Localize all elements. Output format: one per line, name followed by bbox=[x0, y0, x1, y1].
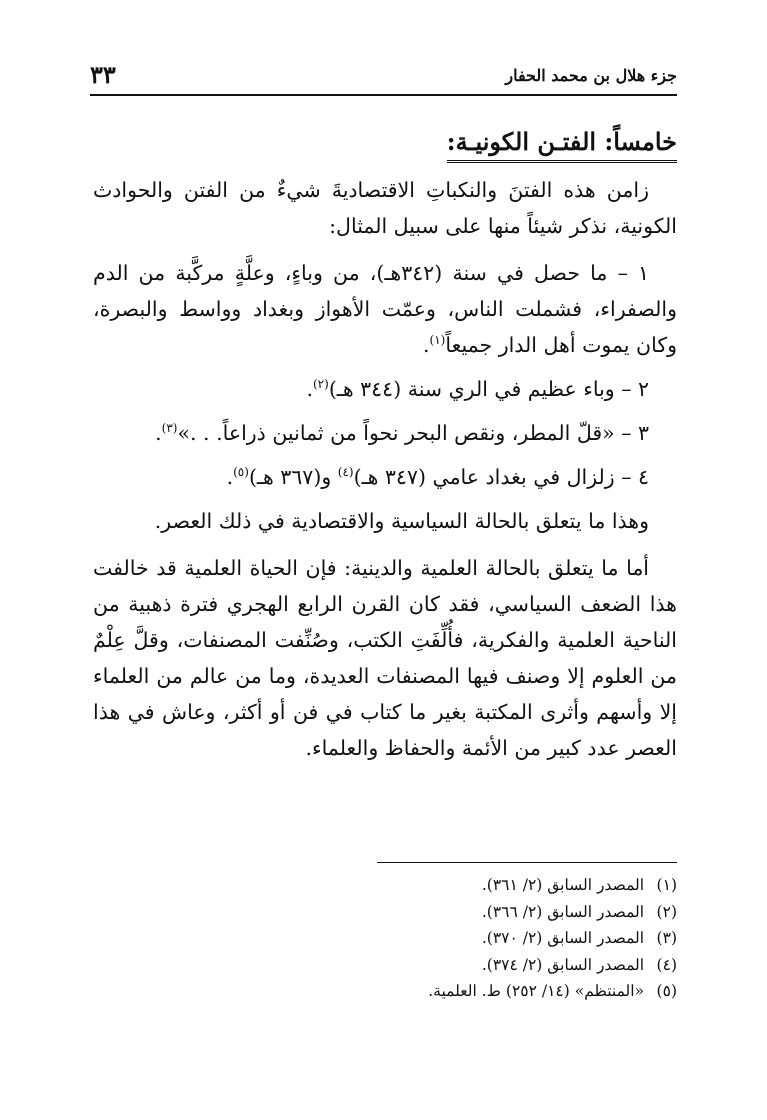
footnote-divider bbox=[377, 862, 677, 863]
list-item-1-end: . bbox=[422, 333, 430, 357]
list-item-2-end: . bbox=[306, 377, 313, 401]
running-header bbox=[90, 60, 677, 96]
footnote-text: «المنتظم» (١٤/ ٢٥٢) ط. العلمية. bbox=[428, 982, 645, 1000]
list-item-3-text: ٣ – «قلّ المطر، ونقص البحر نحواً من ثمانين ذراعاً. . .» bbox=[177, 421, 649, 445]
footnote-number: (٥) bbox=[656, 982, 677, 1000]
list-item-2 bbox=[93, 371, 677, 407]
footnote-number: (٤) bbox=[656, 955, 677, 974]
footnote-ref-3[interactable]: (٣) bbox=[161, 421, 178, 436]
list-item-4-text-a: ٤ – زلزال في بغداد عامي (٣٤٧ هـ) bbox=[353, 465, 649, 489]
page-number: ٣٣ bbox=[90, 60, 116, 89]
summary-paragraph: وهذا ما يتعلق بالحالة السياسية والاقتصادية في ذلك العصر. bbox=[154, 509, 649, 533]
footnote-1 bbox=[93, 872, 677, 899]
footnote-ref-4[interactable]: (٤) bbox=[337, 465, 354, 480]
footnote-ref-5[interactable]: (٥) bbox=[233, 465, 249, 480]
list-item-1 bbox=[93, 255, 677, 363]
footnote-number: (٣) bbox=[656, 929, 677, 947]
list-item-3 bbox=[93, 415, 677, 451]
footnote-text: المصدر السابق (٢/ ٣٦٦). bbox=[481, 902, 645, 921]
footnote-number: (٢) bbox=[656, 902, 677, 921]
footnote-text: المصدر السابق (٢/ ٣٧٤). bbox=[481, 955, 645, 974]
footnote-4 bbox=[93, 952, 677, 979]
footnote-ref-1[interactable]: (١) bbox=[429, 333, 446, 348]
running-header-title: جزء هلال بن محمد الحفار bbox=[505, 66, 677, 85]
body-text bbox=[93, 172, 677, 777]
footnote-number: (١) bbox=[656, 876, 677, 894]
footnote-5 bbox=[93, 978, 677, 1005]
list-item-2-text: ٢ – وباء عظيم في الري سنة (٣٤٤ هـ) bbox=[328, 377, 649, 401]
section-heading: خامساً: الفتـن الكونيـة: bbox=[447, 127, 677, 163]
footnote-2 bbox=[93, 899, 677, 926]
list-item-4 bbox=[93, 459, 677, 495]
scholarly-paragraph: أما ما يتعلق بالحالة العلمية والدينية: فإن الحياة العلمية قد خالفت هذا الضعف السياسي، فقد كان القرن الرابع الهجري فترة ذهبية من الناحية العلمية والفكرية، فأُلِّفَتِ الكتب، وصُنِّفت المصنفات، وقلَّ عِلْمٌ من العلوم إلا وصنف فيها المصنفات العديدة، وما من عالم من العلماء إلا وأسهم وأثرى المكتبة بغير ما كتاب في فن أو أكثر، وعاش في هذا العصر عدد كبير من الأئمة والحفاظ والعلماء. bbox=[93, 556, 677, 760]
footnote-text: المصدر السابق (٢/ ٣٦١). bbox=[481, 876, 645, 894]
list-item-1-text: ١ – ما حصل في سنة (٣٤٢هـ)، من وباءٍ، وعلَّةٍ مركَّبة من الدم والصفراء، فشملت الناس، وعمّت الأهواز وبغداد وواسط والبصرة، وكان يموت أهل الدار جميعاً bbox=[93, 261, 677, 357]
footnote-text: المصدر السابق (٢/ ٣٧٠). bbox=[481, 929, 645, 947]
list-item-4-end: . bbox=[226, 465, 234, 489]
footnotes bbox=[93, 872, 677, 1005]
footnote-ref-2[interactable]: (٢) bbox=[312, 377, 329, 392]
list-item-4-text-b: و(٣٦٧ هـ) bbox=[248, 465, 338, 489]
list-item-3-end: . bbox=[155, 421, 162, 445]
intro-paragraph: زامن هذه الفتنَ والنكباتِ الاقتصاديةَ شيءٌ من الفتن والحوادث الكونية، نذكر شيئاً منها على سبيل المثال: bbox=[93, 178, 677, 238]
footnote-3 bbox=[93, 925, 677, 952]
